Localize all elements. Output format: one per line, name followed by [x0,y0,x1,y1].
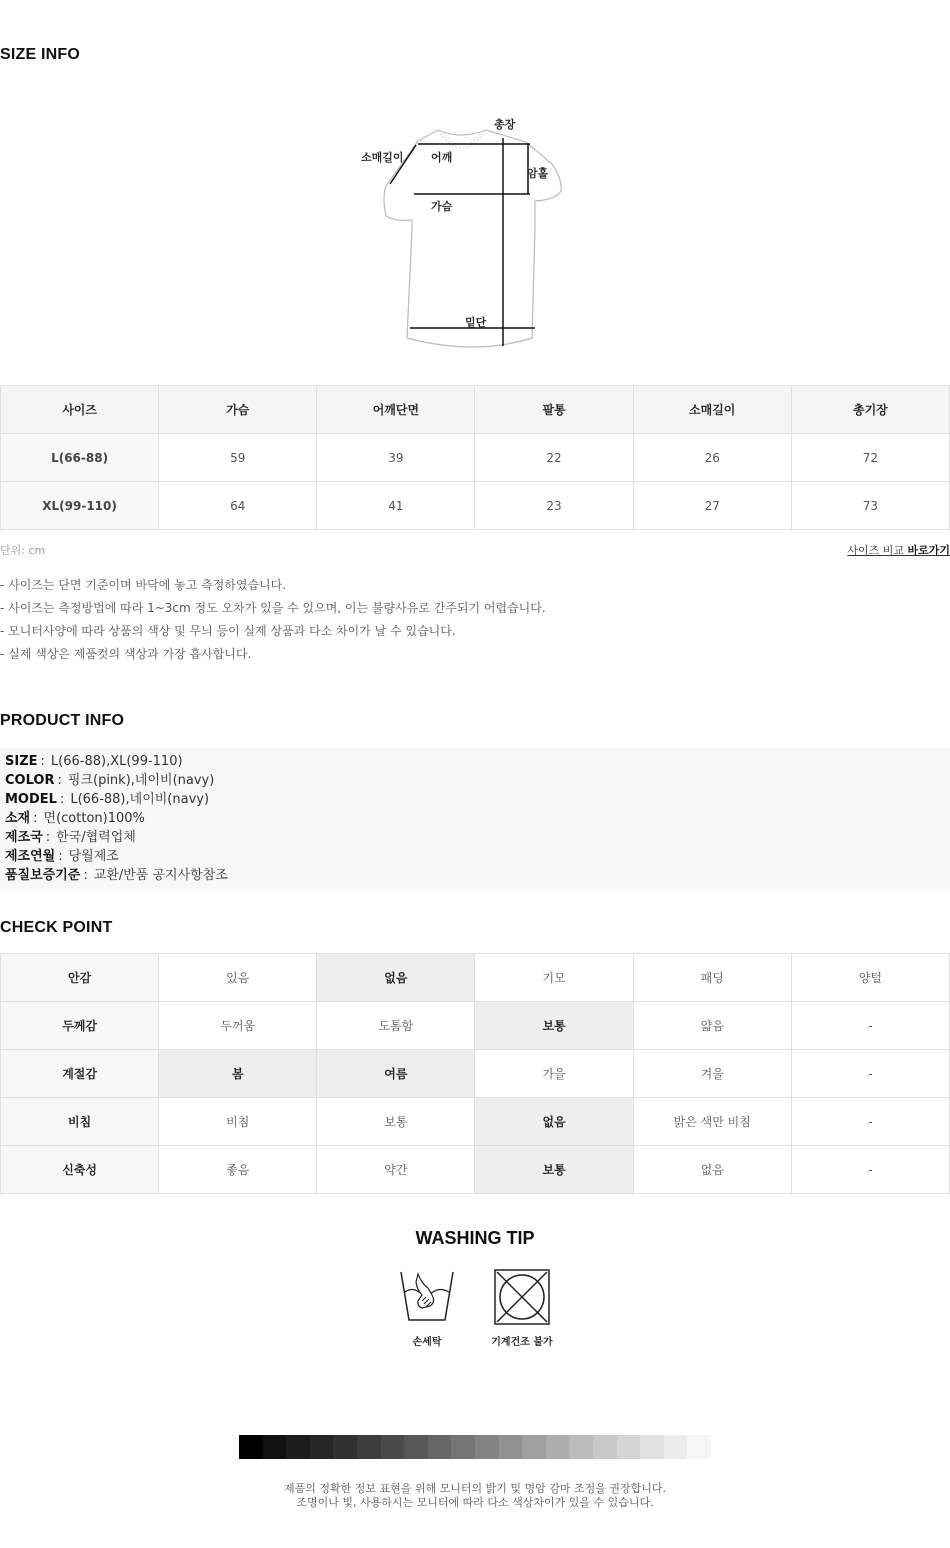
grayscale-swatch [475,1435,499,1459]
table-cell: 41 [317,482,475,530]
size-compare-prefix: 사이즈 비교 [847,544,908,557]
check-option-selected: 봄 [159,1050,317,1098]
size-table-header: 총기장 [791,386,949,434]
product-info-key: 제조연월 [5,849,56,864]
table-cell: 26 [633,434,791,482]
product-info-row: MODEL : L(66-88),네이비(navy) [5,792,210,807]
note-line: - 모니터사양에 따라 상품의 색상 및 무늬 등이 실제 상품과 다소 차이가 날 수 있습니다. [0,624,456,638]
table-cell: 27 [633,482,791,530]
check-point-table [0,953,950,1194]
check-option: 보통 [317,1098,475,1146]
table-row [1,1050,950,1098]
check-option: 있음 [159,954,317,1002]
product-info-row: 품질보증기준 : 교환/반품 공지사항참조 [5,868,228,883]
check-option-selected: 없음 [317,954,475,1002]
check-row-label: 두께감 [1,1002,159,1050]
grayscale-swatch [239,1435,263,1459]
size-table-header: 어깨단면 [317,386,475,434]
product-info-key: MODEL [5,792,57,807]
size-table [0,385,950,530]
check-option: 겨울 [633,1050,791,1098]
check-option: 도톰함 [317,1002,475,1050]
table-row [1,482,950,530]
diagram-label-length: 총장 [494,118,516,131]
check-option: 기모 [475,954,633,1002]
diagram-label-sleeve: 소매길이 [361,151,404,164]
table-cell: 59 [159,434,317,482]
table-cell: 23 [475,482,633,530]
product-info-row: 소재 : 면(cotton)100% [5,811,145,826]
check-option: 밝은 색만 비침 [633,1098,791,1146]
check-option: 좋음 [159,1146,317,1194]
diagram-label-armhole: 암홀 [527,167,549,180]
grayscale-swatch [333,1435,357,1459]
check-row-label: 신축성 [1,1146,159,1194]
product-info-key: 품질보증기준 [5,868,81,883]
size-row-label: L(66-88) [1,434,159,482]
check-option: - [791,1002,949,1050]
product-info-row: 제조연월 : 당월제조 [5,849,119,864]
size-info-title: SIZE INFO [0,46,81,63]
table-row [1,1002,950,1050]
grayscale-swatch [428,1435,452,1459]
check-option: 비침 [159,1098,317,1146]
product-info-value: L(66-88),네이비(navy) [70,792,210,807]
note-line: - 사이즈는 측정방법에 따라 1~3cm 정도 오차가 있을 수 있으며, 이는 불량사유로 간주되기 어렵습니다. [0,601,546,615]
check-option: 양털 [791,954,949,1002]
product-info-value: 면(cotton)100% [43,811,145,826]
table-cell: 64 [159,482,317,530]
check-option: 패딩 [633,954,791,1002]
grayscale-swatch [499,1435,523,1459]
grayscale-swatch [404,1435,428,1459]
size-diagram [340,108,600,358]
note-line: - 실제 색상은 제품컷의 색상과 가장 흡사합니다. [0,647,252,661]
check-option: 두꺼움 [159,1002,317,1050]
grayscale-swatch [569,1435,593,1459]
grayscale-swatch [451,1435,475,1459]
grayscale-bar [239,1435,711,1459]
grayscale-swatch [310,1435,334,1459]
check-option: - [791,1146,949,1194]
table-cell: 39 [317,434,475,482]
check-option-selected: 여름 [317,1050,475,1098]
footer-line-2: 조명이나 빛, 사용하시는 모니터에 따라 다소 색상차이가 있을 수 있습니다. [296,1496,654,1509]
check-option: 없음 [633,1146,791,1194]
product-info-title: PRODUCT INFO [0,712,125,729]
product-info-value: 핑크(pink),네이비(navy) [67,773,215,788]
grayscale-swatch [546,1435,570,1459]
table-row [1,1146,950,1194]
check-option-selected: 없음 [475,1098,633,1146]
product-info-key: SIZE [5,754,38,769]
product-info-row: SIZE : L(66-88),XL(99-110) [5,754,183,769]
grayscale-swatch [286,1435,310,1459]
product-info-value: 교환/반품 공지사항참조 [93,868,228,883]
check-row-label: 안감 [1,954,159,1002]
size-notes [0,574,546,666]
grayscale-swatch [640,1435,664,1459]
hand-wash-icon [396,1268,458,1326]
size-table-header: 사이즈 [1,386,159,434]
table-row [1,954,950,1002]
check-row-label: 계절감 [1,1050,159,1098]
grayscale-swatch [617,1435,641,1459]
size-table-header: 팔통 [475,386,633,434]
check-option: - [791,1050,949,1098]
grayscale-swatch [593,1435,617,1459]
unit-label: 단위: cm [0,544,46,557]
product-info-row: COLOR : 핑크(pink),네이비(navy) [5,773,215,788]
product-info-key: 제조국 [5,830,43,845]
no-tumble-dry-icon [486,1268,558,1326]
size-table-header: 소매길이 [633,386,791,434]
product-info-value: 당월제조 [68,849,119,864]
grayscale-swatch [357,1435,381,1459]
size-compare-link-text: 바로가기 [907,544,950,557]
grayscale-swatch [381,1435,405,1459]
table-cell: 73 [791,482,949,530]
check-point-title: CHECK POINT [0,919,113,936]
check-option: 약간 [317,1146,475,1194]
footer-line-1: 제품의 정확한 정보 표현을 위해 모니터의 밝기 및 명암 감마 조정을 권장합니다. [284,1482,666,1495]
table-row [1,434,950,482]
grayscale-swatch [687,1435,711,1459]
size-row-label: XL(99-110) [1,482,159,530]
no-tumble-dry-label: 기계건조 불가 [491,1337,553,1348]
product-info-box [0,748,950,889]
note-line: - 사이즈는 단면 기준이며 바닥에 놓고 측정하였습니다. [0,578,287,592]
check-option: - [791,1098,949,1146]
product-info-value: L(66-88),XL(99-110) [50,754,183,769]
grayscale-swatch [263,1435,287,1459]
check-option-selected: 보통 [475,1002,633,1050]
diagram-label-shoulder: 어깨 [431,151,453,164]
grayscale-swatch [664,1435,688,1459]
product-info-value: 한국/협력업체 [56,830,136,845]
no-tumble-dry-item [486,1268,558,1348]
check-option-selected: 보통 [475,1146,633,1194]
diagram-label-chest: 가슴 [431,200,453,213]
size-table-header-row [1,386,950,434]
table-cell: 72 [791,434,949,482]
product-info-row: 제조국 : 한국/협력업체 [5,830,136,845]
washing-tip-title: WASHING TIP [415,1228,535,1248]
table-row [1,1098,950,1146]
hand-wash-item [396,1268,458,1348]
table-cell: 22 [475,434,633,482]
product-info-key: 소재 [5,811,31,826]
diagram-label-hem: 밑단 [465,316,487,329]
hand-wash-label: 손세탁 [412,1337,442,1348]
check-option: 얇음 [633,1002,791,1050]
product-info-key: COLOR [5,773,55,788]
check-option: 가을 [475,1050,633,1098]
check-row-label: 비침 [1,1098,159,1146]
grayscale-swatch [522,1435,546,1459]
size-compare-link[interactable] [847,542,950,558]
size-table-header: 가슴 [159,386,317,434]
